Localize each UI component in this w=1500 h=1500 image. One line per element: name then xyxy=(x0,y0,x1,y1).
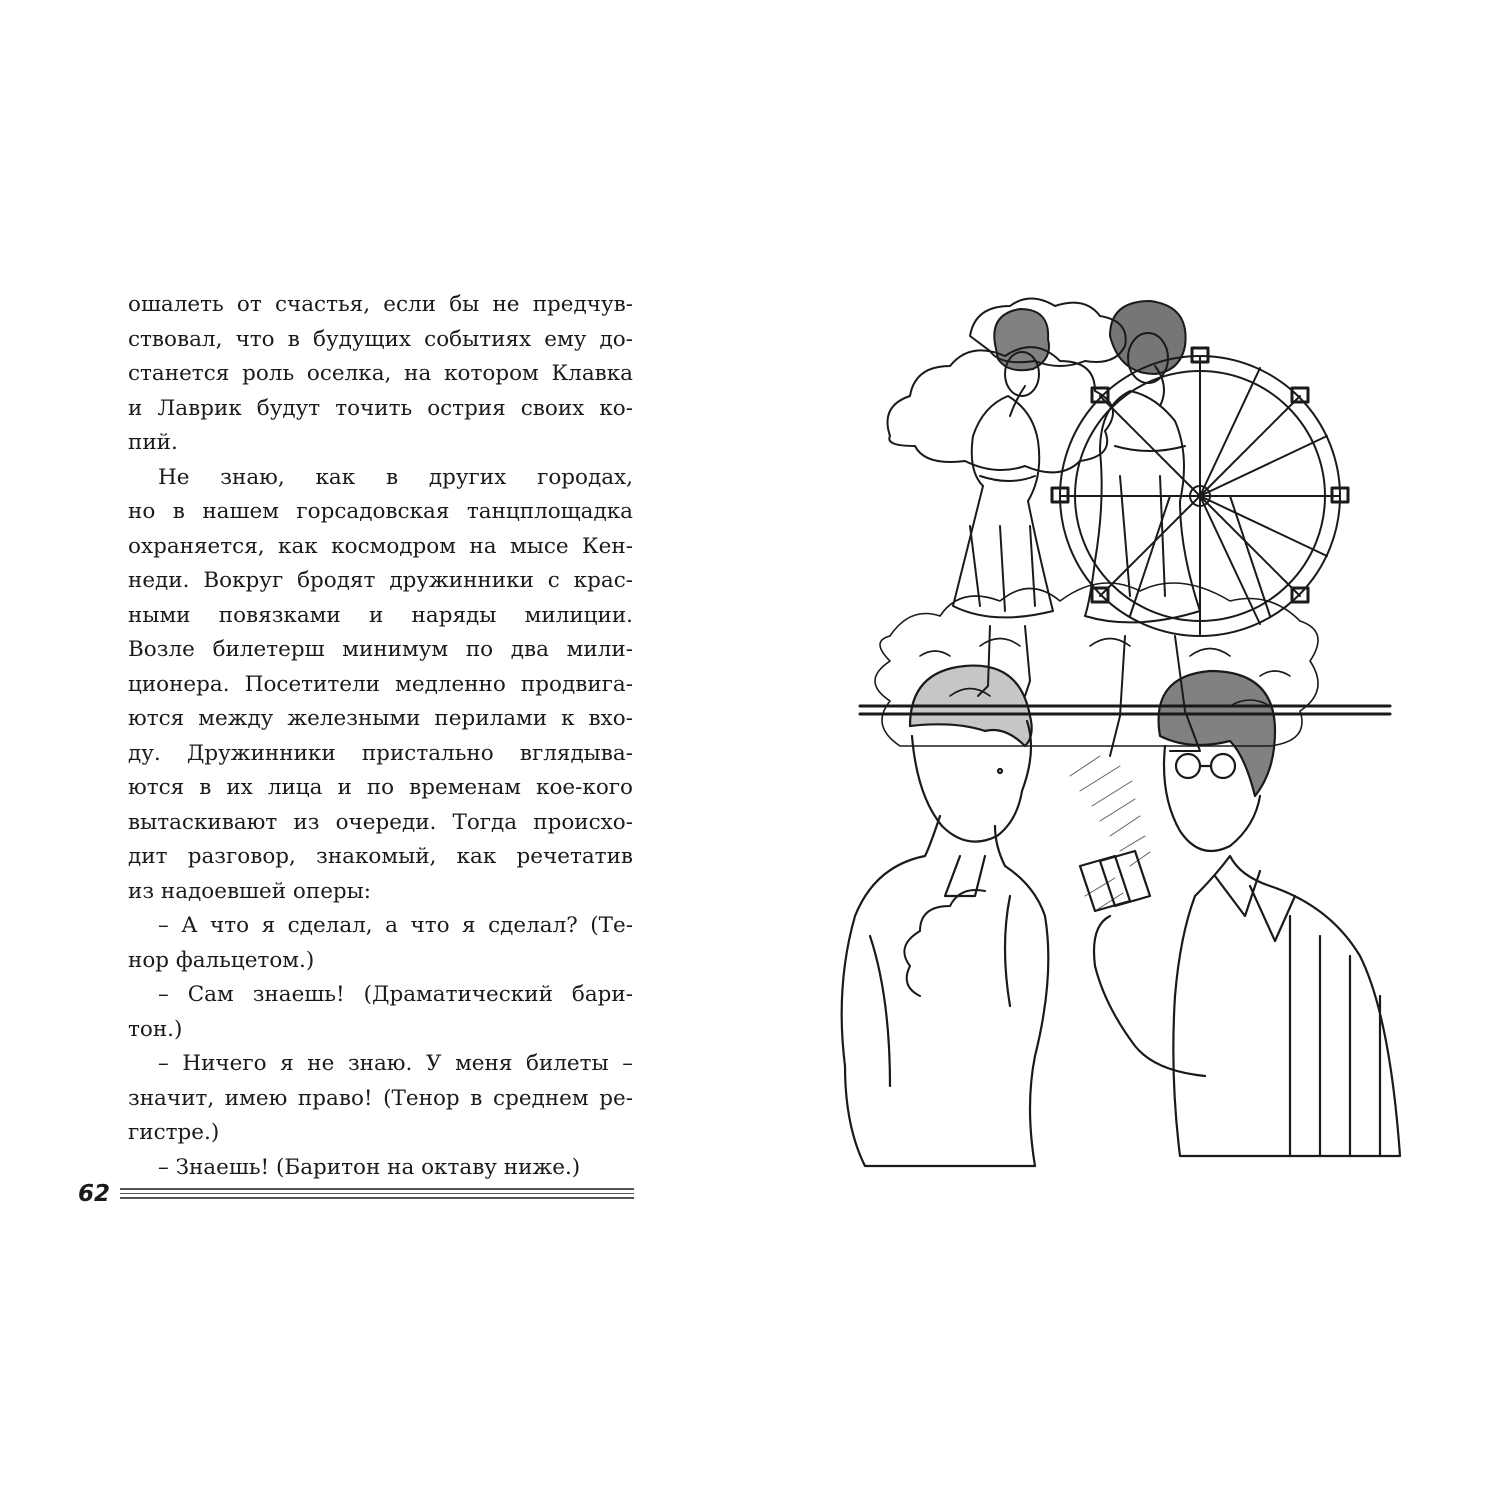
clouds xyxy=(888,299,1126,997)
text-line: вытаскивают из очереди. Тогда происхо- xyxy=(128,809,633,835)
paragraph xyxy=(128,461,633,910)
text-line: ными повязками и наряды милиции. xyxy=(128,602,633,628)
page-footer xyxy=(78,1178,634,1212)
text-line: ду. Дружинники пристально вглядыва- xyxy=(128,740,633,766)
text-line: неди. Вокруг бродят дружинники с крас- xyxy=(128,568,633,593)
text-line: из надоевшей оперы: xyxy=(128,878,372,904)
page-number: 62 xyxy=(78,1181,111,1207)
text-line: ствовал, что в будущих событиях ему до- xyxy=(128,326,633,352)
text-line: ционера. Посетители медленно продвига- xyxy=(128,671,633,697)
text-line: – Знаешь! (Баритон на октаву ниже.) xyxy=(158,1154,581,1180)
text-line: но в нашем горсадовская танцплощадка xyxy=(128,499,633,524)
text-line: – Сам знаешь! (Драматический бари- xyxy=(158,982,633,1007)
text-line: гистре.) xyxy=(128,1120,220,1145)
text-line: дит разговор, знакомый, как речетатив xyxy=(128,844,633,869)
footer-rule xyxy=(120,1197,634,1199)
text-line: – Ничего я не знаю. У меня билеты – xyxy=(158,1051,633,1076)
text-line: Не знаю, как в других городах, xyxy=(158,464,633,490)
body-text xyxy=(128,288,633,1185)
text-line: пий. xyxy=(128,430,178,455)
dialogue-line xyxy=(128,978,633,1047)
text-line: тон.) xyxy=(128,1016,183,1042)
text-line: – А что я сделал, а что я сделал? (Те- xyxy=(158,913,633,938)
text-line: станется роль оселка, на котором Клавка xyxy=(128,361,633,386)
text-line: ошалеть от счастья, если бы не предчув- xyxy=(128,292,633,317)
text-line: значит, имею право! (Тенор в среднем ре- xyxy=(128,1085,633,1111)
text-line: ются в их лица и по временам кое-кого xyxy=(128,775,633,800)
dialogue-line xyxy=(128,909,633,978)
illustration xyxy=(830,296,1420,1168)
boy-left-figure xyxy=(842,666,1049,1166)
footer-rule xyxy=(120,1188,634,1190)
text-line: нор фальцетом.) xyxy=(128,947,315,973)
paragraph xyxy=(128,288,633,461)
text-line: и Лаврик будут точить острия своих ко- xyxy=(128,395,633,421)
text-line: охраняется, как космодром на мысе Кен- xyxy=(128,533,633,559)
footer-rule xyxy=(120,1193,634,1194)
text-line: Возле билетерш минимум по два мили- xyxy=(128,637,633,662)
boy-right-figure xyxy=(1080,671,1400,1156)
dialogue-line xyxy=(128,1047,633,1151)
text-line: ются между железными перилами к вхо- xyxy=(128,706,633,731)
